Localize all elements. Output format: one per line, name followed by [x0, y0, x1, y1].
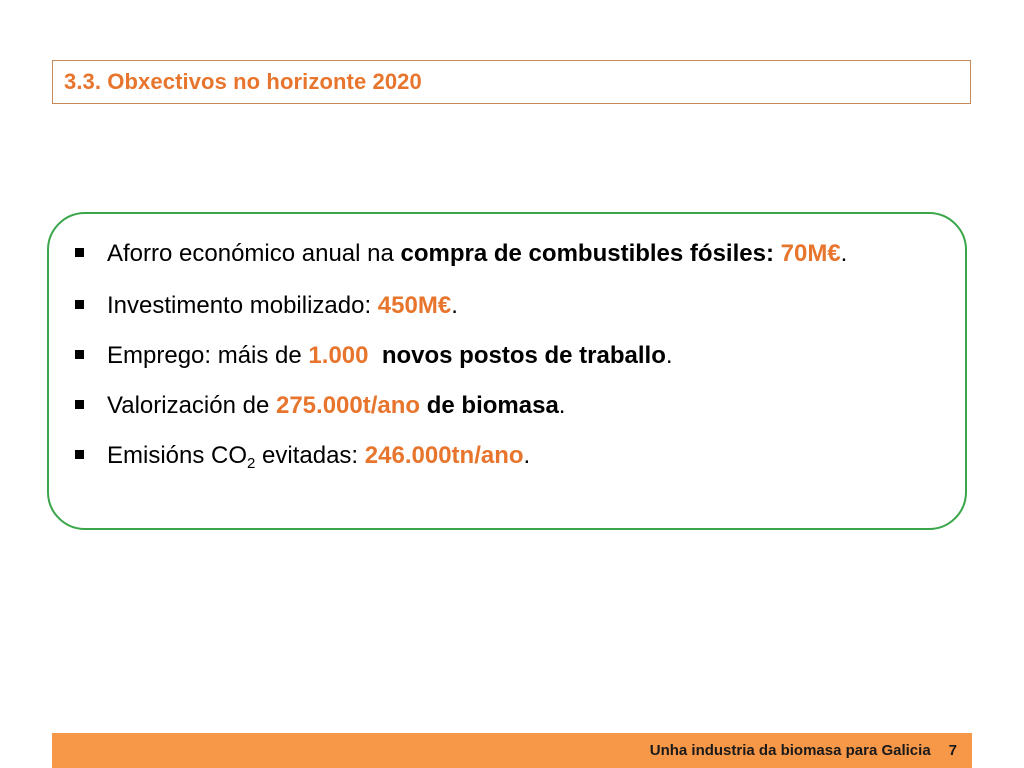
bullet-end: .	[451, 292, 458, 319]
bullet-value: 70M€	[780, 240, 841, 267]
page-number: 7	[948, 742, 957, 759]
bullet-text: Emisións CO	[107, 442, 248, 469]
square-bullet-icon	[75, 450, 84, 459]
square-bullet-icon	[75, 400, 84, 409]
list-item-investment	[75, 290, 941, 322]
bullet-value: 450M€	[377, 292, 452, 319]
bullet-end: .	[840, 240, 848, 267]
bullet-end: .	[523, 442, 531, 469]
slide-title: 3.3. Obxectivos no horizonte 2020	[64, 69, 422, 94]
bullet-value: 1.000	[308, 342, 369, 369]
square-bullet-icon	[75, 248, 84, 257]
bullet-end: .	[558, 392, 566, 419]
list-item-biomass	[75, 390, 941, 422]
slide-title-box	[52, 60, 971, 104]
footer-bar	[52, 733, 972, 768]
objectives-box	[47, 212, 967, 530]
bullet-text: Aforro económico anual na	[107, 240, 401, 267]
bullet-subscript: 2	[247, 455, 256, 472]
footer-title: Unha industria da biomasa para Galicia	[649, 742, 931, 759]
square-bullet-icon	[75, 300, 84, 309]
bullet-text-2: evitadas:	[255, 442, 365, 469]
bullet-text: Valorización de	[107, 392, 276, 419]
bullet-text: Investimento mobilizado:	[107, 292, 378, 319]
bullet-bold-text: compra de combustibles fósiles:	[400, 240, 781, 267]
bullet-value: 246.000tn/ano	[364, 442, 524, 469]
bullet-bold-text: novos postos de traballo	[368, 342, 666, 369]
bullet-value: 275.000t/ano	[275, 392, 421, 419]
square-bullet-icon	[75, 350, 84, 359]
list-item-savings	[75, 238, 941, 270]
objectives-list	[75, 238, 941, 490]
bullet-bold-text: de biomasa	[420, 392, 559, 419]
list-item-emissions	[75, 440, 941, 472]
bullet-text: Emprego: máis de	[107, 342, 309, 369]
list-item-employment	[75, 340, 941, 372]
bullet-end: .	[665, 342, 673, 369]
